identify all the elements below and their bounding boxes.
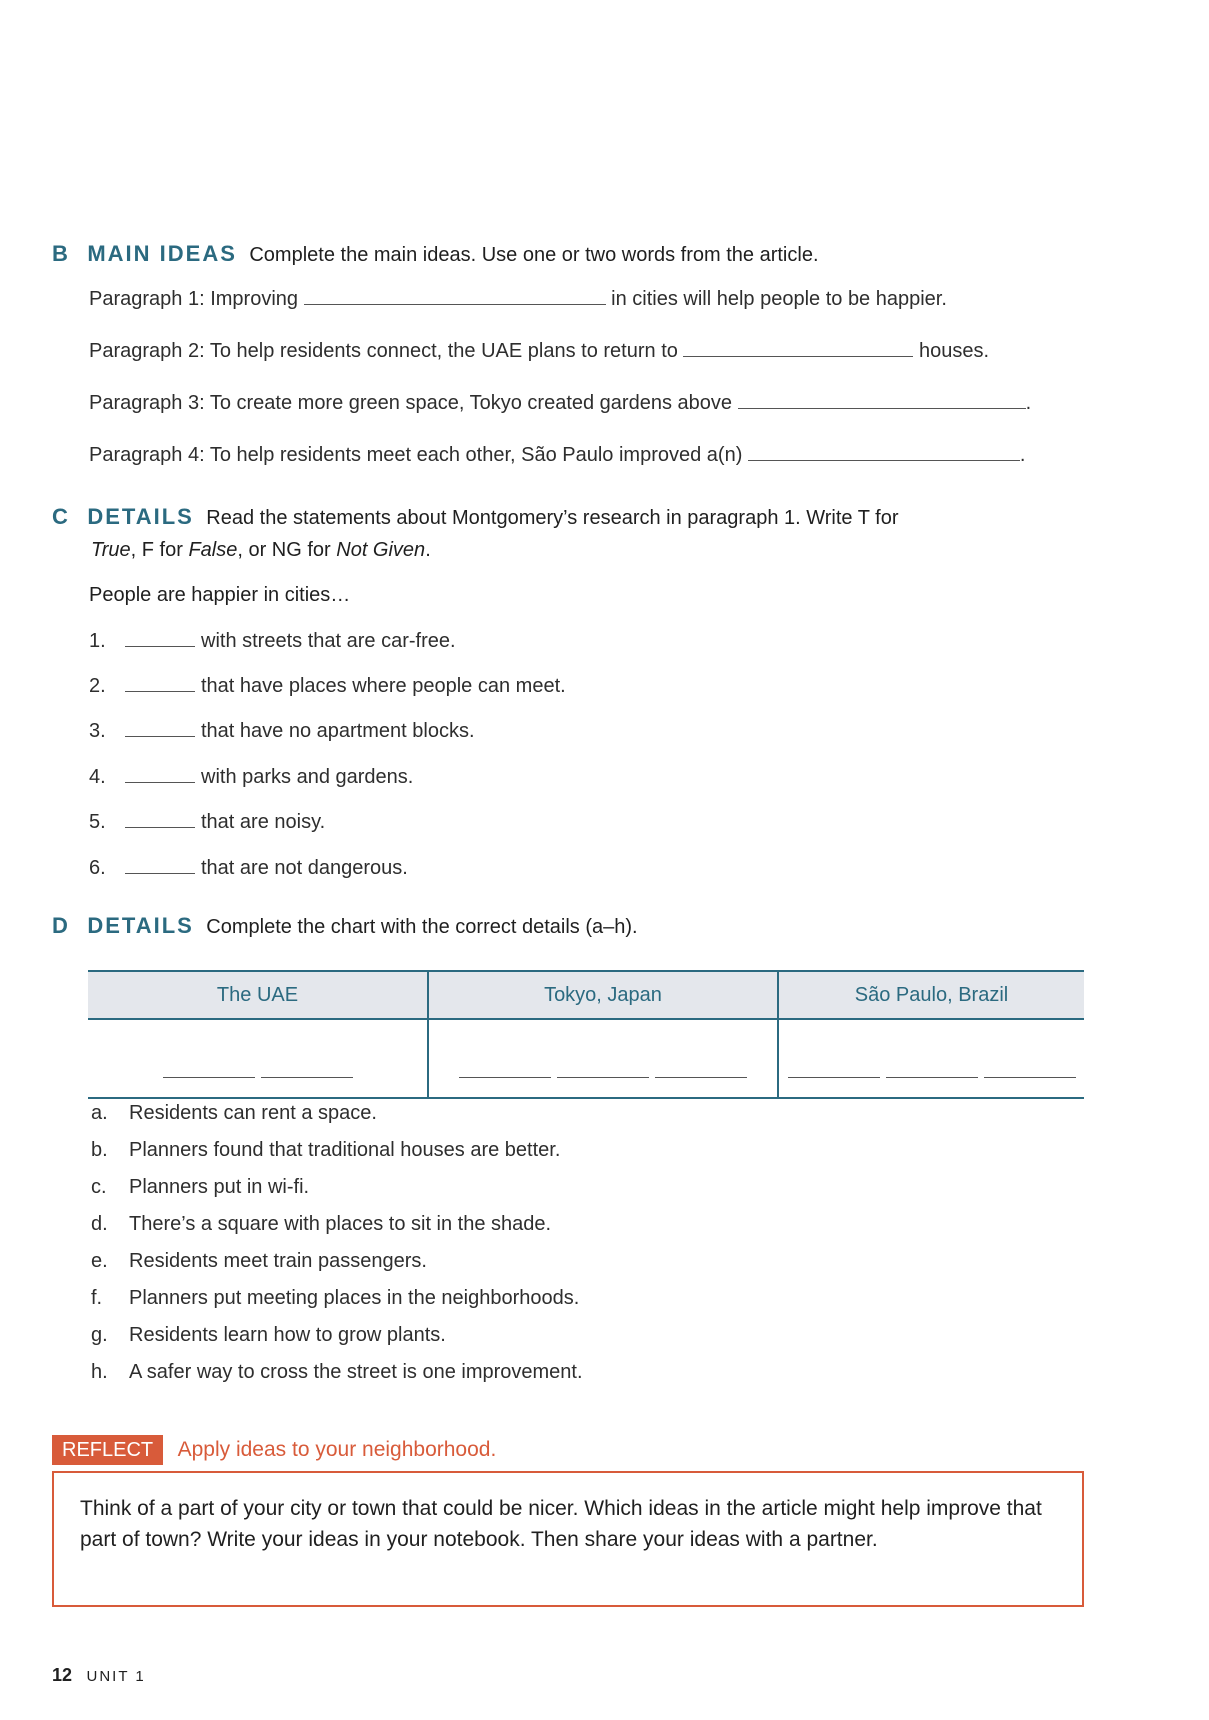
list-item: 6. that are not dangerous. — [89, 857, 408, 879]
section-d-heading — [52, 913, 638, 939]
answer-blank[interactable] — [655, 1077, 747, 1078]
section-d-letter: D — [52, 913, 69, 938]
list-item: 1. with streets that are car-free. — [89, 630, 456, 652]
answer-blank[interactable] — [984, 1077, 1076, 1078]
answer-blank[interactable] — [125, 646, 195, 647]
list-item: f. Planners put meeting places in the neighborhoods. — [91, 1287, 580, 1309]
reflect-box — [52, 1471, 1084, 1607]
list-item: a. Residents can rent a space. — [91, 1102, 377, 1124]
section-c-title: DETAILS — [87, 504, 194, 529]
main-idea-item-2: Paragraph 2: To help residents connect, the UAE plans to return to houses. — [89, 340, 990, 362]
chart-column-header: Tokyo, Japan — [428, 971, 778, 1019]
answer-blank[interactable] — [683, 355, 913, 357]
section-b-heading — [52, 241, 819, 267]
list-item: c. Planners put in wi-fi. — [91, 1176, 310, 1198]
answer-blank[interactable] — [163, 1077, 255, 1078]
answer-blank[interactable] — [125, 691, 195, 692]
list-item: 4. with parks and gardens. — [89, 766, 414, 788]
section-d-instruction: Complete the chart with the correct details (a–h). — [206, 916, 638, 938]
details-chart — [88, 970, 1084, 1099]
answer-blank[interactable] — [125, 827, 195, 828]
main-idea-item-1: Paragraph 1: Improving in cities will help people to be happier. — [89, 288, 947, 310]
section-c-instruction: Read the statements about Montgomery’s research in paragraph 1. Write T for True, F for False, or NG for Not Given. — [91, 507, 899, 561]
section-c-heading — [52, 501, 1052, 567]
reflect-body: Think of a part of your city or town that could be nicer. Which ideas in the article might help improve that part of town? Write your ideas in your notebook. Then share your ideas with a partner. — [80, 1497, 1042, 1551]
answer-blank[interactable] — [748, 459, 1020, 461]
main-idea-item-3: Paragraph 3: To create more green space, Tokyo created gardens above . — [89, 392, 1032, 414]
reflect-header — [52, 1438, 496, 1462]
list-item: h. A safer way to cross the street is one improvement. — [91, 1361, 583, 1383]
chart-cell-sao-paulo — [778, 1019, 1084, 1098]
page-number: 12 — [52, 1665, 73, 1685]
reflect-heading: Apply ideas to your neighborhood. — [177, 1438, 497, 1461]
chart-column-header: São Paulo, Brazil — [778, 971, 1084, 1019]
unit-label: UNIT 1 — [86, 1668, 146, 1685]
section-c-lead: People are happier in cities… — [89, 584, 351, 606]
answer-blank[interactable] — [557, 1077, 649, 1078]
answer-blank[interactable] — [125, 873, 195, 874]
answer-blank[interactable] — [304, 303, 606, 305]
page-footer — [52, 1665, 146, 1686]
section-b-letter: B — [52, 241, 69, 266]
answer-blank[interactable] — [459, 1077, 551, 1078]
answer-blank[interactable] — [125, 736, 195, 737]
options-list — [91, 1102, 583, 1398]
list-item: 5. that are noisy. — [89, 811, 326, 833]
list-item: b. Planners found that traditional houses are better. — [91, 1139, 561, 1161]
list-item: d. There’s a square with places to sit in the shade. — [91, 1213, 552, 1235]
reflect-tag: REFLECT — [52, 1435, 163, 1465]
list-item: e. Residents meet train passengers. — [91, 1250, 427, 1272]
list-item: 2. that have places where people can meet. — [89, 675, 566, 697]
chart-cell-tokyo — [428, 1019, 778, 1098]
section-b-instruction: Complete the main ideas. Use one or two words from the article. — [249, 244, 819, 266]
section-c-letter: C — [52, 504, 69, 529]
list-item: 3. that have no apartment blocks. — [89, 720, 475, 742]
answer-blank[interactable] — [261, 1077, 353, 1078]
answer-blank[interactable] — [125, 782, 195, 783]
chart-column-header: The UAE — [88, 971, 428, 1019]
chart-cell-uae — [88, 1019, 428, 1098]
answer-blank[interactable] — [788, 1077, 880, 1078]
answer-blank[interactable] — [886, 1077, 978, 1078]
main-idea-item-4: Paragraph 4: To help residents meet each other, São Paulo improved a(n) . — [89, 444, 1026, 466]
section-b-title: MAIN IDEAS — [87, 241, 237, 266]
answer-blank[interactable] — [738, 407, 1026, 409]
section-d-title: DETAILS — [87, 913, 194, 938]
list-item: g. Residents learn how to grow plants. — [91, 1324, 446, 1346]
